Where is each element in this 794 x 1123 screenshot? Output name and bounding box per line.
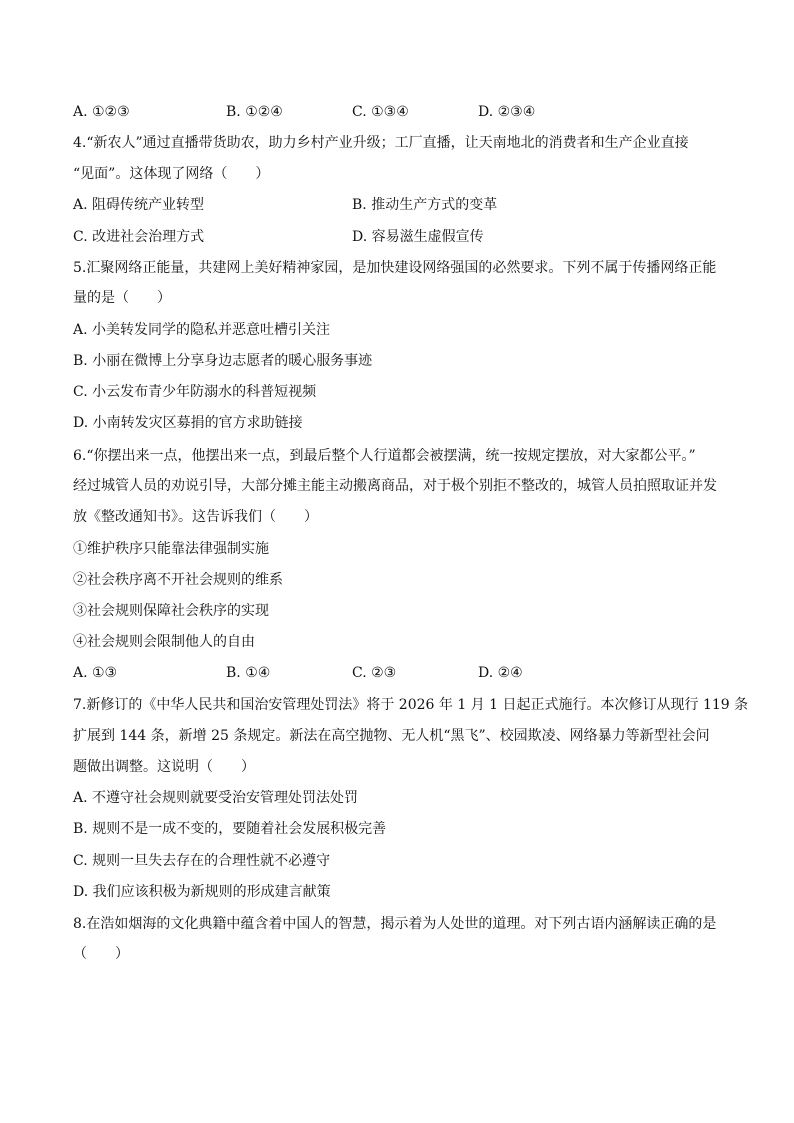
q4-option-c: C. 改进社会治理方式 <box>73 229 205 245</box>
q6-stem-line-2: 经过城管人员的劝说引导，大部分摊主能主动搬离商品，对于极个别拒不整改的，城管人员拍照取证并发 <box>73 478 717 494</box>
q6-statement-1: ①维护秩序只能靠法律强制实施 <box>73 541 269 557</box>
q6-option-c: C. ②③ <box>352 665 397 681</box>
q6-stem-line-1: 6.“你摆出来一点，他摆出来一点，到最后整个人行道都会被摆满，统一按规定摆放，对大家都公平。” <box>73 448 696 464</box>
q3-option-c: C. ①③④ <box>352 104 409 120</box>
q5-option-c: C. 小云发布青少年防溺水的科普短视频 <box>73 384 317 400</box>
q3-option-d: D. ②③④ <box>478 104 536 120</box>
q3-option-b: B. ①②④ <box>226 104 283 120</box>
q5-option-a: A. 小美转发同学的隐私并恶意吐槽引关注 <box>73 322 331 338</box>
q6-option-a: A. ①③ <box>73 665 118 681</box>
q7-option-c: C. 规则一旦失去存在的合理性就不必遵守 <box>73 853 331 869</box>
q4-option-a: A. 阻碍传统产业转型 <box>73 197 205 213</box>
q4-stem-line-1: 4.“新农人”通过直播带货助农，助力乡村产业升级；工厂直播，让天南地北的消费者和生产企业直接 <box>73 135 689 151</box>
q7-stem-line-2: 扩展到 144 条，新增 25 条规定。新法在高空抛物、无人机“黑飞”、校园欺凌、网络暴力等新型社会问 <box>73 728 710 744</box>
q6-stem-line-3: 放《整改通知书》。这告诉我们（ ） <box>73 509 318 525</box>
q4-option-d: D. 容易滋生虚假宣传 <box>352 229 484 245</box>
q8-stem-line-2: （ ） <box>73 946 129 962</box>
q5-option-d: D. 小南转发灾区募捐的官方求助链接 <box>73 415 303 431</box>
q6-statement-3: ③社会规则保障社会秩序的实现 <box>73 603 269 619</box>
q6-option-d: D. ②④ <box>478 665 523 681</box>
q8-stem-line-1: 8.在浩如烟海的文化典籍中蕴含着中国人的智慧，揭示着为人处世的道理。对下列古语内涵解读正确的是 <box>73 916 717 932</box>
q4-stem-line-2: “见面”。这体现了网络（ ） <box>73 166 270 182</box>
q7-stem-line-3: 题做出调整。这说明（ ） <box>73 759 255 775</box>
q7-stem-line-1: 7.新修订的《中华人民共和国治安管理处罚法》将于 2026 年 1 月 1 日起正式施行。本次修订从现行 119 条 <box>73 697 749 713</box>
q3-option-a: A. ①②③ <box>73 104 130 120</box>
q4-option-b: B. 推动生产方式的变革 <box>352 197 498 213</box>
q7-option-b: B. 规则不是一成不变的，要随着社会发展积极完善 <box>73 821 387 837</box>
q6-statement-4: ④社会规则会限制他人的自由 <box>73 634 255 650</box>
q5-stem-line-2: 量的是（ ） <box>73 290 171 306</box>
q6-option-b: B. ①④ <box>226 665 271 681</box>
q7-option-d: D. 我们应该积极为新规则的形成建言献策 <box>73 884 331 900</box>
q5-option-b: B. 小丽在微博上分享身边志愿者的暖心服务事迹 <box>73 353 373 369</box>
q7-option-a: A. 不遵守社会规则就要受治安管理处罚法处罚 <box>73 790 359 806</box>
q6-statement-2: ②社会秩序离不开社会规则的维系 <box>73 572 283 588</box>
q5-stem-line-1: 5.汇聚网络正能量，共建网上美好精神家园，是加快建设网络强国的必然要求。下列不属于传播网络正能 <box>73 260 717 276</box>
